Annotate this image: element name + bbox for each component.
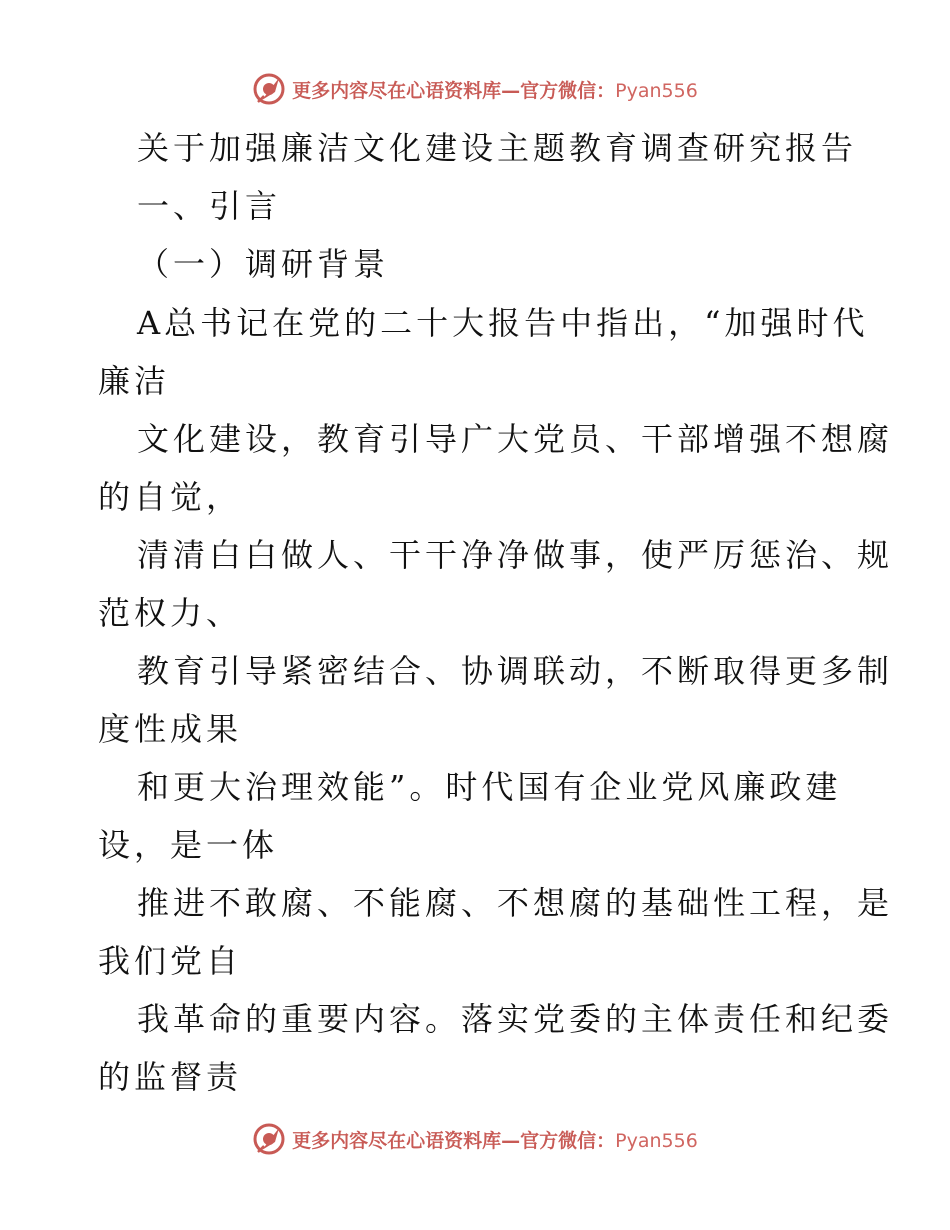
banner-text [292,1126,698,1153]
paragraph-line: 推进不敢腐、不能腐、不想腐的基础性工程，是 [137,884,894,922]
banner-wechat-id: Pyan556 [615,1129,698,1152]
document-title: 关于加强廉洁文化建设主题教育调查研究报告 [137,129,858,167]
paragraph-line: 和更大治理效能”。时代国有企业党风廉政建 [137,768,842,806]
feather-pen-logo-icon [252,72,286,106]
paragraph-line: 廉洁 [98,362,171,400]
paragraph-line: 我革命的重要内容。落实党委的主体责任和纪委 [137,1000,894,1038]
paragraph-line: 的自觉， [98,478,243,516]
footer-banner [0,1122,950,1156]
paragraph-line: 清清白白做人、干干净净做事，使严厉惩治、规 [137,536,894,574]
feather-pen-logo-icon [252,1122,286,1156]
banner-slogan: 更多内容尽在心语资料库—官方微信： [292,1129,616,1152]
header-banner [0,72,950,106]
banner-text [292,76,698,103]
section-heading: 一、引言 [137,187,282,225]
paragraph-line: 设，是一体 [98,826,279,864]
banner-slogan: 更多内容尽在心语资料库—官方微信： [292,79,616,102]
paragraph-line: 范权力、 [98,594,243,632]
paragraph-line: 文化建设，教育引导广大党员、干部增强不想腐 [137,420,894,458]
subsection-heading: （一）调研背景 [137,245,390,283]
paragraph-line: A总书记在党的二十大报告中指出，“加强时代 [137,304,869,342]
banner-wechat-id: Pyan556 [615,79,698,102]
paragraph-line: 我们党自 [98,942,243,980]
paragraph-line: 度性成果 [98,710,243,748]
paragraph-line: 的监督责 [98,1058,243,1096]
paragraph-line: 教育引导紧密结合、协调联动，不断取得更多制 [137,652,894,690]
